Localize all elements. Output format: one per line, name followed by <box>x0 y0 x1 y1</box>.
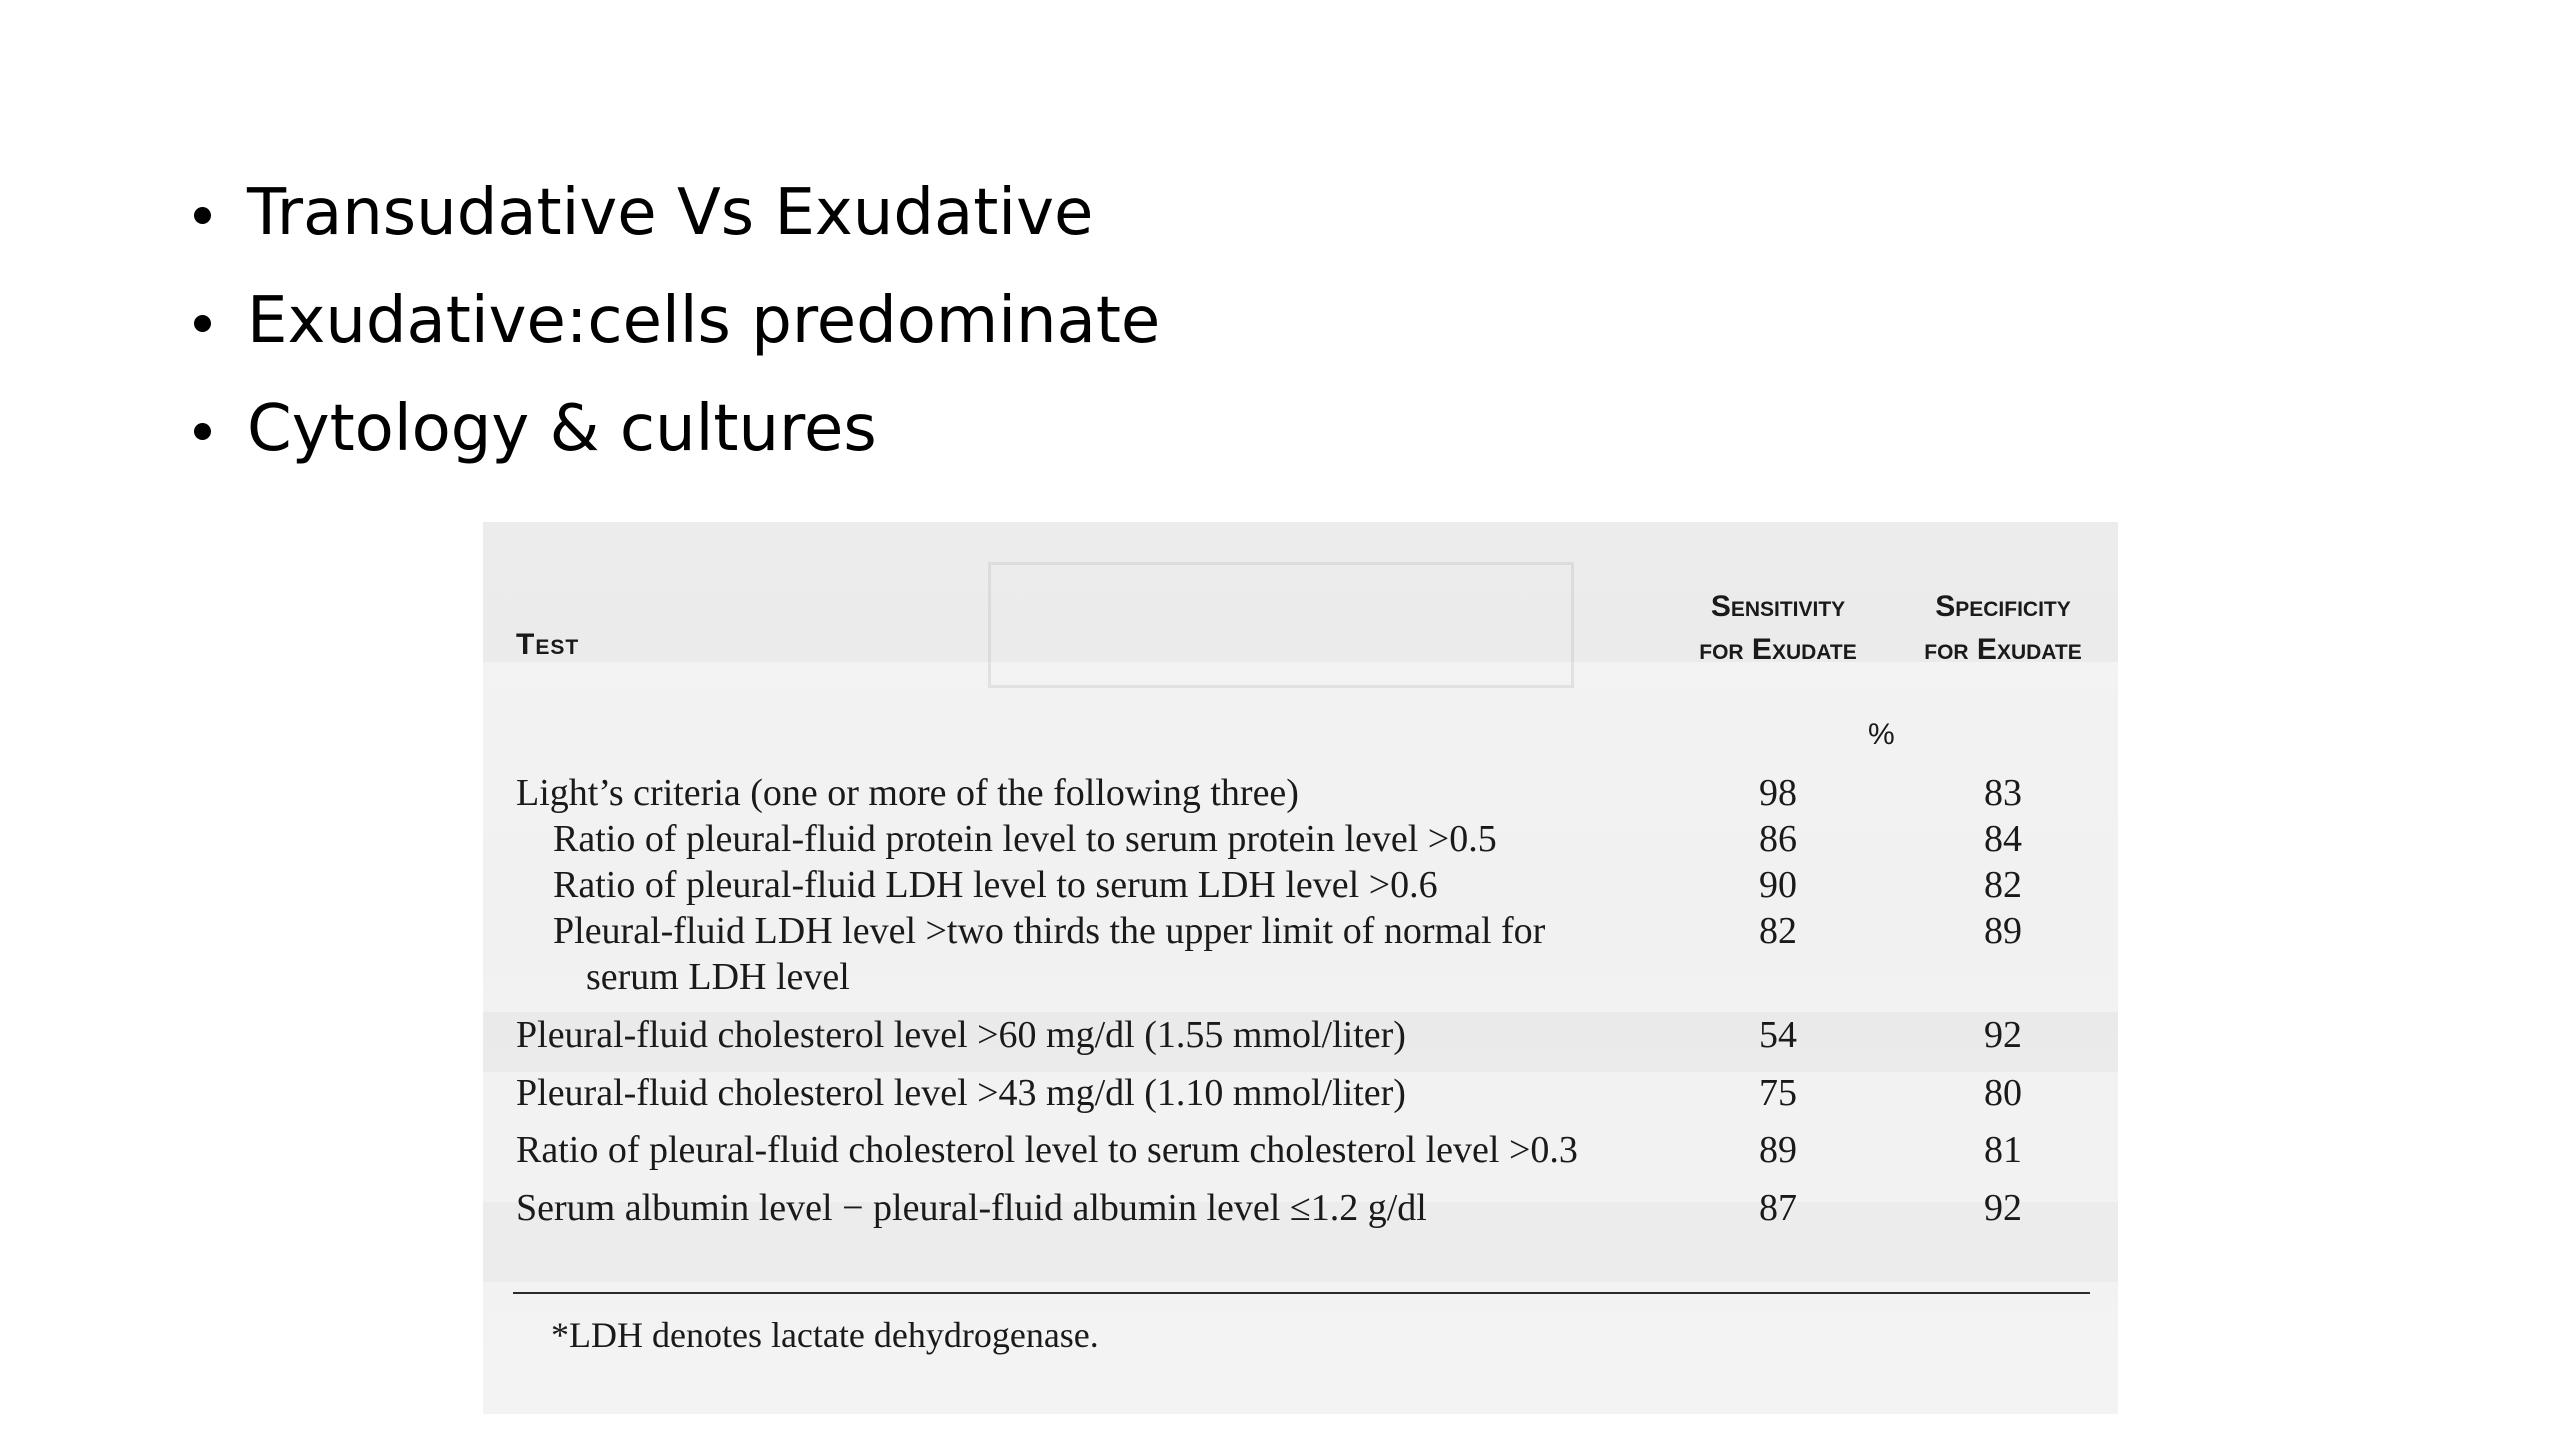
bullet-item <box>194 391 1160 467</box>
header-sensitivity <box>1673 585 1883 671</box>
header-sensitivity-line2: for Exudate <box>1699 633 1857 666</box>
row-sensitivity: 87 <box>1759 1187 1797 1229</box>
bullet-item <box>194 283 1160 359</box>
header-specificity <box>1898 585 2108 671</box>
bullet-list <box>194 175 1160 499</box>
header-sensitivity-line1: Sensitivity <box>1710 590 1846 623</box>
header-specificity-line2: for Exudate <box>1924 633 2082 666</box>
bullet-dot-icon <box>194 423 211 440</box>
row-label: Light’s criteria (one or more of the following three) <box>516 772 1299 814</box>
table-divider <box>513 1292 2090 1294</box>
row-specificity: 83 <box>1984 772 2022 814</box>
row-label: Pleural-fluid cholesterol level >43 mg/dl (1.10 mmol/liter) <box>516 1072 1406 1114</box>
row-label-continuation: serum LDH level <box>586 956 850 998</box>
row-specificity: 92 <box>1984 1187 2022 1229</box>
bullet-text: Exudative:cells predominate <box>247 284 1161 358</box>
criteria-table-image <box>483 522 2118 1414</box>
row-label: Pleural-fluid LDH level >two thirds the upper limit of normal for <box>553 910 1546 952</box>
row-label: Ratio of pleural-fluid protein level to serum protein level >0.5 <box>553 818 1497 860</box>
bullet-item <box>194 175 1160 251</box>
row-specificity: 81 <box>1984 1129 2022 1171</box>
header-specificity-line1: Specificity <box>1935 590 2071 623</box>
row-specificity: 92 <box>1984 1014 2022 1056</box>
row-sensitivity: 82 <box>1759 910 1797 952</box>
unit-percent: % <box>1868 718 1895 751</box>
table-footnote: *LDH denotes lactate dehydrogenase. <box>551 1315 1099 1355</box>
row-label: Ratio of pleural-fluid LDH level to serum LDH level >0.6 <box>553 864 1438 906</box>
bullet-text: Transudative Vs Exudative <box>247 176 1094 250</box>
row-specificity: 89 <box>1984 910 2022 952</box>
header-test: Test <box>516 628 580 661</box>
row-sensitivity: 86 <box>1759 818 1797 860</box>
bullet-text: Cytology & cultures <box>247 392 877 466</box>
row-specificity: 82 <box>1984 864 2022 906</box>
row-specificity: 84 <box>1984 818 2022 860</box>
row-label: Ratio of pleural-fluid cholesterol level to serum cholesterol level >0.3 <box>516 1129 1578 1171</box>
row-label: Serum albumin level − pleural-fluid albumin level ≤1.2 g/dl <box>516 1187 1427 1229</box>
row-sensitivity: 54 <box>1759 1014 1797 1056</box>
row-sensitivity: 89 <box>1759 1129 1797 1171</box>
row-sensitivity: 98 <box>1759 772 1797 814</box>
bullet-dot-icon <box>194 315 211 332</box>
row-specificity: 80 <box>1984 1072 2022 1114</box>
row-sensitivity: 90 <box>1759 864 1797 906</box>
row-sensitivity: 75 <box>1759 1072 1797 1114</box>
bullet-dot-icon <box>194 207 211 224</box>
scan-texture <box>988 562 1574 688</box>
row-label: Pleural-fluid cholesterol level >60 mg/dl (1.55 mmol/liter) <box>516 1014 1406 1056</box>
